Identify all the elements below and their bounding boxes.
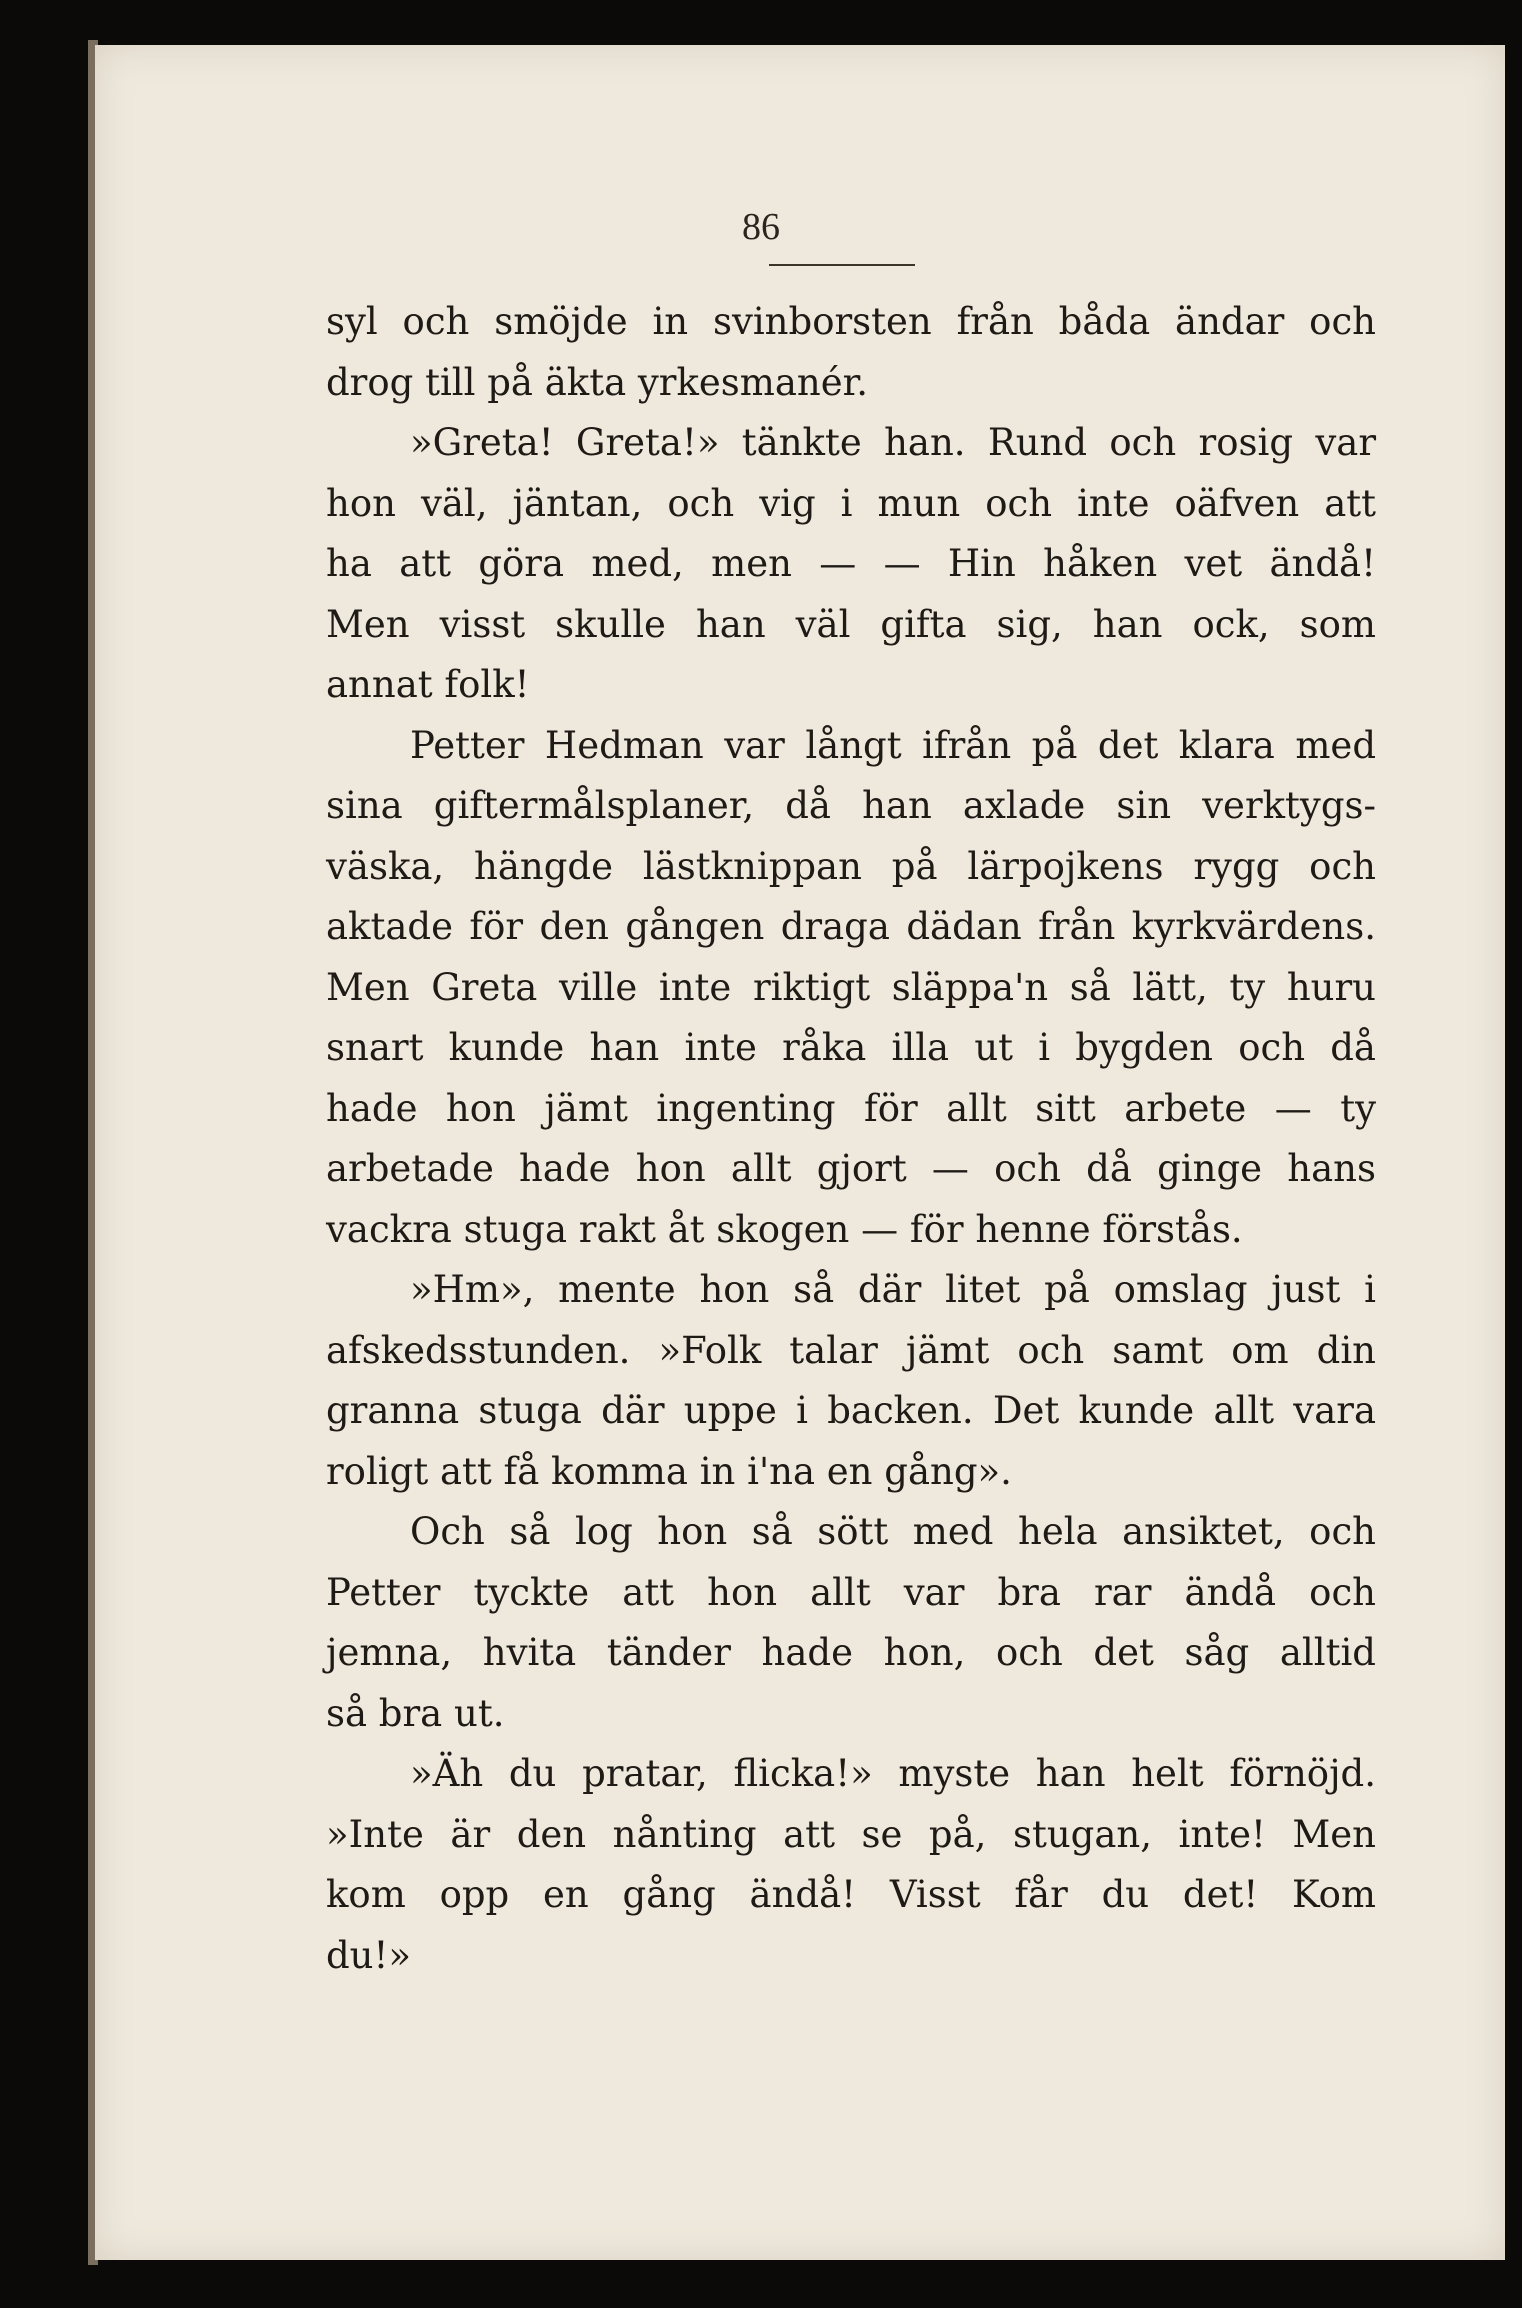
text-line: Men visst skulle han väl gifta sig, han ock, som <box>326 602 1376 646</box>
text-line: granna stuga där uppe i backen. Det kunde allt vara <box>326 1389 1376 1432</box>
text-line: du!» <box>326 1933 412 1977</box>
text-line: »Hm», mente hon så där litet på omslag just i <box>410 1268 1376 1311</box>
text-line: jemna, hvita tänder hade hon, och det såg alltid <box>326 1631 1376 1674</box>
text-line: ha att göra med, men — — Hin håken vet ändå! <box>326 542 1376 585</box>
text-line: »Äh du pratar, flicka!» myste han helt förnöjd. <box>410 1752 1376 1795</box>
page-number: 86 <box>742 206 780 248</box>
page-number-rule <box>769 264 915 266</box>
text-line: annat folk! <box>326 663 530 706</box>
text-line: så bra ut. <box>326 1691 505 1735</box>
text-line: kom opp en gång ändå! Visst får du det! Kom <box>326 1873 1376 1916</box>
text-line: syl och smöjde in svinborsten från båda ändar och <box>326 300 1376 343</box>
text-line: snart kunde han inte råka illa ut i bygden och då <box>326 1026 1376 1069</box>
text-line: »Inte är den nånting att se på, stugan, inte! Men <box>326 1812 1376 1856</box>
text-line: Och så log hon så sött med hela ansiktet, och <box>410 1510 1376 1553</box>
text-line: väska, hängde lästknippan på lärpojkens rygg och <box>326 844 1376 888</box>
text-line: Petter Hedman var långt ifrån på det klara med <box>410 723 1376 767</box>
text-line: Men Greta ville inte riktigt släppa'n så lätt, ty huru <box>326 965 1376 1009</box>
text-line: »Greta! Greta!» tänkte han. Rund och rosig var <box>410 421 1376 464</box>
text-line: Petter tyckte att hon allt var bra rar ändå och <box>326 1570 1376 1614</box>
text-line: drog till på äkta yrkesmanér. <box>326 360 869 404</box>
text-line: hon väl, jäntan, och vig i mun och inte oäfven att <box>326 481 1376 525</box>
text-line: vackra stuga rakt åt skogen — för henne förstås. <box>326 1207 1243 1251</box>
text-line: aktade för den gången draga dädan från kyrkvärdens. <box>326 905 1376 948</box>
text-line: roligt att få komma in i'na en gång». <box>326 1449 1012 1493</box>
text-line: afskedsstunden. »Folk talar jämt och samt om din <box>326 1328 1376 1372</box>
text-line: sina giftermålsplaner, då han axlade sin verktygs- <box>326 784 1376 827</box>
text-line: hade hon jämt ingenting för allt sitt arbete — ty <box>326 1086 1376 1130</box>
text-line: arbetade hade hon allt gjort — och då ginge hans <box>326 1147 1376 1190</box>
body-text <box>326 292 1376 1986</box>
